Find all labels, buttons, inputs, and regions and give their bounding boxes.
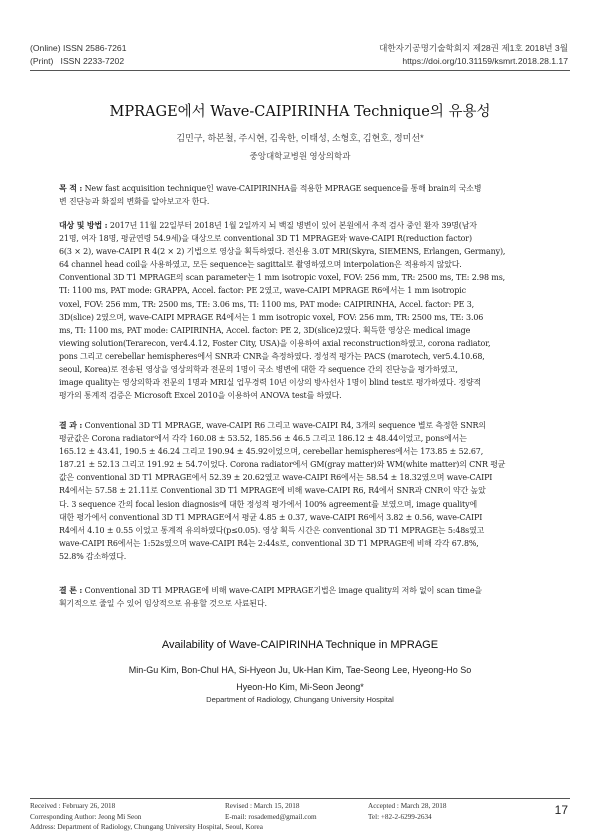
abstract-line: voxel, FOV: 256 mm, TR: 2500 ms, TE: 3.06 ms, TI: 1100 ms, PAT mode: CAIPIRINHA, Accel. factor: PE 3, xyxy=(59,299,475,309)
abstract-line: 165.12 ± 43.41, 190.5 ± 46.24 그리고 190.94 ± 45.92이었으며, cerebellar hemispheres에서는 173.85 ± 52.67, xyxy=(59,447,484,457)
abstract-line: 187.21 ± 52.13 그리고 191.92 ± 54.7이었다. Corona radiator에서 GM(gray matter)와 WM(white matter)의 CNR 평균 xyxy=(59,460,506,470)
footer-left xyxy=(30,801,141,823)
abstract-line: Conventional 3D T1 MPRAGE의 scan parameter는 1 mm isotropic voxel, FOV: 256 mm, TR: 2500 ms, TE: 2.98 ms, xyxy=(59,273,506,283)
journal-block xyxy=(379,42,568,68)
abstract-line: 21명, 여자 18명, 평균연령 54.9세)을 대상으로 conventional 3D T1 MPRAGE와 wave-CAIPI R(reduction factor) xyxy=(59,234,472,244)
doi-link[interactable]: https://doi.org/10.31159/ksmrt.2018.28.1.17 xyxy=(402,56,568,66)
email[interactable]: E-mail: rosademed@gmail.com xyxy=(225,813,317,821)
english-affiliation: Department of Radiology, Chungang University Hospital xyxy=(206,695,394,704)
abstract-line: 목 적 : New fast acquisition technique인 wave-CAIPIRINHA를 적용한 MPRAGE sequence를 통해 brain의 국소병 xyxy=(59,184,482,193)
abstract-line: 평균값은 Corona radiator에서 각각 160.08 ± 53.52, 185.56 ± 46.5 그리고 186.12 ± 48.44이었고, pons에서는 xyxy=(59,434,467,444)
abstract-line: 3D(slice) 2였으며, wave-CAIPI MPRAGE R4에서는 1 mm isotropic voxel, FOV: 256 mm, TR: 2500 ms, TE: 3.06 xyxy=(59,312,484,322)
author-list: 김민구, 하본철, 주시현, 김욱한, 이태성, 소형호, 김현호, 정미선* xyxy=(176,133,424,143)
abstract-results xyxy=(59,419,544,563)
abstract-conclusion xyxy=(59,584,544,610)
abstract-line: 대한 평가에서 conventional 3D T1 MPRAGE에서 평균 4.85 ± 0.37, wave-CAIPI R6에서 3.82 ± 0.56, wave-CAIPI xyxy=(59,512,483,522)
abstract-purpose xyxy=(59,182,544,208)
abstract-line: 결 과 : Conventional 3D T1 MPRAGE, wave-CAIPI R6 그리고 wave-CAIPI R4, 3개의 sequence 별로 측정한 SNR의 xyxy=(59,421,486,430)
journal-name: 대한자기공명기술학회지 제28권 제1호 2018년 3월 xyxy=(379,43,568,53)
abstract-line: TI: 1100 ms, PAT mode: GRAPPA, Accel. factor: PE 2였고, wave-CAIPI MPRAGE R6에서는 1 mm isotropic xyxy=(59,286,466,296)
abstract-line: 평가의 통계적 검증은 Microsoft Excel 2010을 이용하여 ANOVA test를 하였다. xyxy=(59,391,342,401)
english-title: Availability of Wave-CAIPIRINHA Technique in MPRAGE xyxy=(161,639,439,651)
abstract-line: pons 그리고 cerebellar hemispheres에서 SNR과 CNR을 측정하였다. 정성적 평가는 PACS (marotech, ver5.4.10.68, xyxy=(59,351,485,361)
abstract-line: 64 channel head coil을 사용하였고, 모든 sequence는 sagittal로 촬영하였으며 interpolation은 적용하지 않았다. xyxy=(59,260,462,270)
abstract-line: 값은 conventional 3D T1 MPRAGE에서 52.39 ± 20.62였고 wave-CAIPI R6에서는 58.54 ± 18.32였으며 wave-CAIPI xyxy=(59,473,493,483)
issn-block xyxy=(30,42,127,68)
results-label: 결 과 : xyxy=(59,421,83,430)
paper-title: MPRAGE에서 Wave-CAIPIRINHA Technique의 유용성 xyxy=(109,104,491,120)
affiliation: 중앙대학교병원 영상의학과 xyxy=(249,151,351,161)
abstract-line: R4에서는 57.58 ± 21.11로 Conventional 3D T1 MPRAGE에 비해 wave-CAIPI R6, R4에서 SNR과 CNR이 약간 높았 xyxy=(59,486,486,496)
abstract-line: 결 론 : Conventional 3D T1 MPRAGE에 비해 wave-CAIPI MPRAGE기법은 image quality의 저하 없이 scan time을 xyxy=(59,586,482,595)
abstract-line: 변 진단능과 화질의 변화를 알아보고자 한다. xyxy=(59,197,210,207)
corresponding-author: Corresponding Author: Jeong Mi Seon xyxy=(30,813,142,821)
abstract-line: ms, TI: 1100 ms, PAT mode: CAIPIRINHA, Accel. factor: PE 2, 3D(slice)2였다. 획득한 영상은 medical image xyxy=(59,325,471,335)
abstract-line: viewing solution(Terarecon, ver4.4.12, Foster City, USA)을 이용하여 axial reconstruction하였고, corona radiator, xyxy=(59,338,491,348)
purpose-label: 목 적 : xyxy=(59,184,83,193)
footer-middle xyxy=(225,801,317,823)
footer-right xyxy=(368,801,446,823)
english-authors xyxy=(0,662,600,696)
address: Address: Department of Radiology, Chungang University Hospital, Seoul, Korea xyxy=(30,823,263,831)
accepted-date: Accepted : March 28, 2018 xyxy=(368,802,447,810)
header-rule xyxy=(30,70,570,71)
english-authors-line: Min-Gu Kim, Bon-Chul HA, Si-Hyeon Ju, Uk-Han Kim, Tae-Seong Lee, Hyeong-Ho So xyxy=(128,665,472,675)
revised-date: Revised : March 15, 2018 xyxy=(225,802,300,810)
abstract-line: R4에서 4.10 ± 0.55 이었고 통계적 유의하였다(p≤0.05). 영상 획득 시간은 conventional 3D T1 MPRAGE는 5:48s였고 xyxy=(59,525,485,535)
telephone: Tel: +82-2-6299-2634 xyxy=(368,813,432,821)
issn-online: (Online) ISSN 2586-7261 xyxy=(30,43,127,53)
abstract-line: 획기적으로 줄일 수 있어 임상적으로 유용할 것으로 사료된다. xyxy=(59,599,267,609)
abstract-line: seoul, Korea)로 전송된 영상을 영상의학과 전문의 1명이 국소 병변에 대한 각 sequence 간의 진단능을 평가하였고, xyxy=(59,365,458,375)
abstract-line: wave-CAIPI R6에서는 1:52s였으며 wave-CAIPI R4는 2:44s로, conventional 3D T1 MPRAGE에 비해 각각 67.8%, xyxy=(59,538,479,548)
abstract-line: image quality는 영상의학과 전문의 1명과 MRI실 업무경력 10년 이상의 방사선사 1명이 blind test로 평가하였다. 정량적 xyxy=(59,378,482,388)
abstract-line: 6(3 × 2), wave-CAIPI R 4(2 × 2) 기법으로 영상을 획득하였다. 전신용 3.0T MRI(Skyra, SIEMENS, Erlangen, Germany), xyxy=(59,247,506,257)
abstract-line: 대상 및 방법 : 2017년 11월 22일부터 2018년 1월 2일까지 뇌 백질 병변이 있어 본원에서 추적 검사 중인 환자 39명(남자 xyxy=(59,221,477,230)
conclusion-label: 결 론 : xyxy=(59,586,83,595)
received-date: Received : February 26, 2018 xyxy=(30,802,116,810)
footer-rule xyxy=(30,798,570,799)
abstract-methods xyxy=(59,219,544,402)
abstract-line: 52.8% 감소하였다. xyxy=(59,551,127,561)
abstract-line: 다. 3 sequence 간의 focal lesion diagnosis에 대한 정성적 평가에서 100% agreement를 보였으며, image quality에 xyxy=(59,499,477,509)
methods-label: 대상 및 방법 : xyxy=(59,221,108,230)
page-number: 17 xyxy=(554,803,568,817)
issn-print: (Print) ISSN 2233-7202 xyxy=(30,56,125,66)
english-authors-line: Hyeon-Ho Kim, Mi-Seon Jeong* xyxy=(236,682,364,692)
